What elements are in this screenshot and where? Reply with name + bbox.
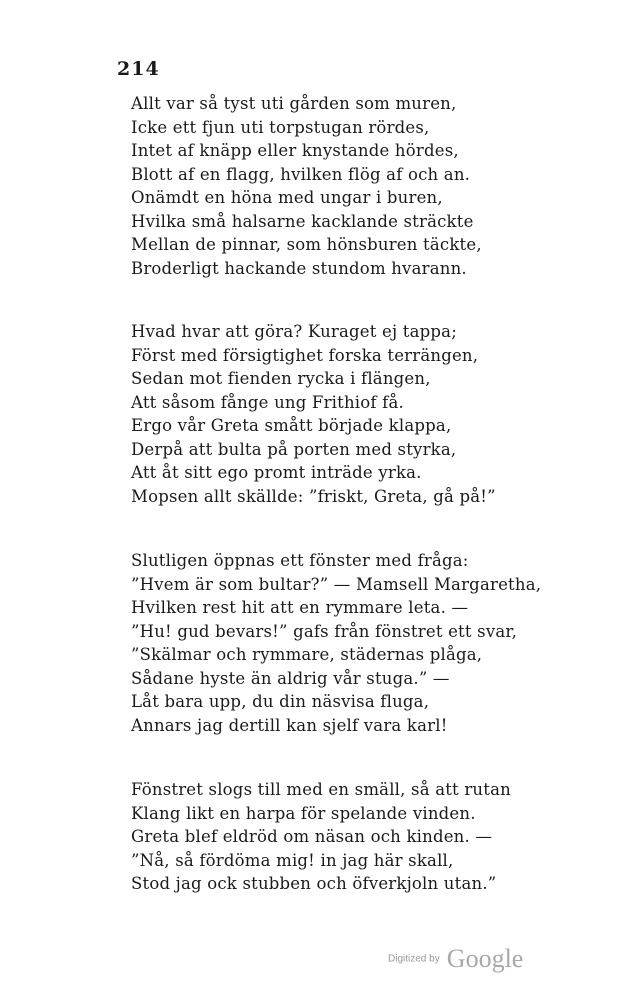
verse-line: Mopsen allt skällde: ”friskt, Greta, gå på!” [131,486,496,506]
watermark-brand: Google [446,944,524,973]
verse-line: Stod jag ock stubben och öfverkjoln utan.” [131,874,497,893]
verse-line: Att åt sitt ego promt inträde yrka. [131,463,422,482]
verse-line: Att såsom fånge ung Frithiof få. [131,392,404,412]
digitized-by-google-watermark [388,944,523,974]
stanza-1 [131,92,511,280]
verse-line: Låt bara upp, du din näsvisa fluga, [131,692,430,711]
verse-line: Hvilken rest hit att en rymmare leta. — [131,598,469,617]
verse-line: Sedan mot fienden rycka i flängen, [131,369,431,388]
verse-line: Först med försigtighet forska terrängen, [131,345,479,365]
verse-line: Onämdt en höna med ungar i buren, [131,188,443,207]
verse-line: Annars jag dertill kan sjelf vara karl! [131,715,448,735]
verse-line: Intet af knäpp eller knystande hördes, [131,141,459,160]
verse-line: Hvad hvar att göra? Kuraget ej tappa; [131,322,457,341]
watermark-prefix: Digitized by [388,953,440,965]
stanza-3 [131,549,542,737]
stanza-4 [131,778,511,896]
verse-line: Ergo vår Greta smått började klappa, [131,416,452,435]
verse-line: Fönstret slogs till med en smäll, så att rutan [131,780,511,799]
verse-line: Icke ett fjun uti torpstugan rördes, [131,117,430,137]
verse-line: ”Hvem är som bultar?” — Mamsell Margaretha, [131,574,542,594]
verse-line: Klang likt en harpa för spelande vinden. [131,803,476,823]
verse-line: Allt var så tyst uti gården som muren, [131,94,457,113]
page-number: 214 [117,58,160,80]
verse-line: ”Hu! gud bevars!” gafs från fönstret ett svar, [131,621,518,641]
verse-line: Broderligt hackande stundom hvarann. [131,258,467,278]
stanza-2 [131,320,511,508]
verse-line: Blott af en flagg, hvilken flög af och an. [131,164,471,184]
verse-line: Derpå att bulta på porten med styrka, [131,439,457,459]
verse-line: Hvilka små halsarne kacklande sträckte [131,211,474,231]
verse-line: ”Skälmar och rymmare, städernas plåga, [131,645,483,664]
verse-line: Greta blef eldröd om näsan och kinden. — [131,827,493,846]
verse-line: Sådane hyste än aldrig vår stuga.” — [131,668,450,688]
verse-line: Slutligen öppnas ett fönster med fråga: [131,551,469,570]
verse-line: Mellan de pinnar, som hönsburen täckte, [131,235,482,254]
verse-line: ”Nå, så fördöma mig! in jag här skall, [131,850,454,870]
